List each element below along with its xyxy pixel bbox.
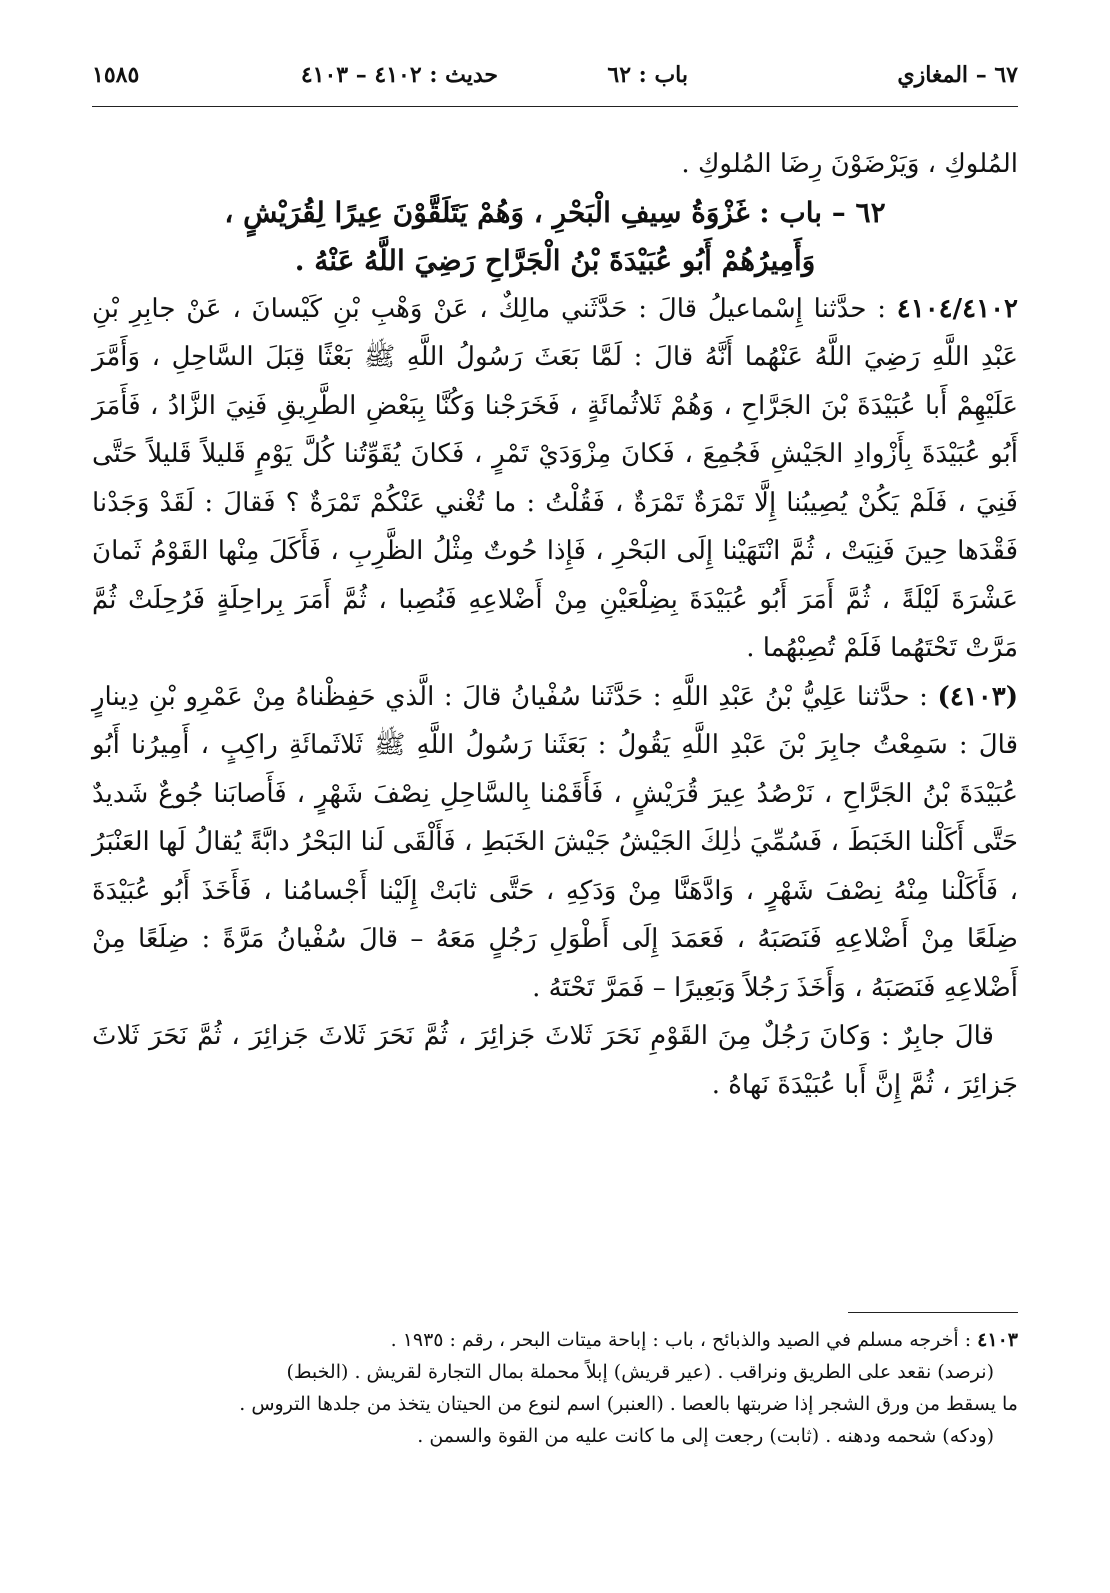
footnote-line-3: ما يسقط من ورق الشجر إذا ضربتها بالعصا . (العنبر) اسم لنوع من الحيتان يتخذ من جلدها التروس .: [239, 1393, 1018, 1415]
footnote-number: ٤١٠٣: [977, 1329, 1018, 1351]
footnote-line-2: (نرصد) نقعد على الطريق ونراقب . (عير قريش) إبلاً محملة بمال التجارة لقريش . (الخبط): [286, 1361, 994, 1383]
footnote-divider: [848, 1312, 1018, 1313]
header-hadith-range: حديث : ٤١٠٢ – ٤١٠٣: [300, 62, 498, 88]
footnote-line-4: (ودكه) شحمه ودهنه . (ثابت) رجعت إلى ما كانت عليه من القوة والسمن .: [417, 1425, 994, 1447]
page-number: ١٥٨٥: [92, 62, 140, 88]
header-section-title: ٦٧ – المغازي: [897, 62, 1018, 88]
hadith-paragraph-4102: [92, 285, 1018, 673]
footnotes: [92, 1324, 1018, 1452]
hadith-paragraph-4103: [92, 673, 1018, 1013]
hadith-number: (٤١٠٣): [937, 681, 1018, 712]
hadith-number: ٤١٠٤/٤١٠٢: [896, 293, 1018, 324]
main-text: [92, 140, 1018, 1109]
footnote-text: : أخرجه مسلم في الصيد والذبائح ، باب : إباحة ميتات البحر ، رقم : ١٩٣٥ .: [390, 1329, 978, 1351]
chapter-heading-line-1: ٦٢ – باب : غَزْوَةُ سِيفِ الْبَحْرِ ، وَهُمْ يَتَلَقَّوْنَ عِيرًا لِقُرَيْشٍ ،: [224, 195, 886, 229]
hadith-text: : حدَّثنا عَلِيُّ بْنُ عَبْدِ اللَّهِ : حَدَّثَنا سُفْيانُ قالَ : الَّذي حَفِظْناهُ مِنْ عَمْرِو بْنِ دِينارٍ قالَ : سَمِعْتُ جابِرَ بْنَ عَبْدِ اللَّهِ يَقُولُ : بَعَثَنا رَسُولُ اللَّهِ ﷺ ثَلاثَمائَةِ راكِبٍ ، أَمِيرُنا أَبُو عُبَيْدَةَ بْنُ الجَرَّاحِ ، نَرْصُدُ عِيرَ قُرَيْشٍ ، فَأَقَمْنا بِالسَّاحِلِ نِصْفَ شَهْرٍ ، فَأَصابَنا جُوعٌ شَديدٌ حَتَّى أَكَلْنا الخَبَطَ ، فَسُمِّيَ ذٰلِكَ الجَيْشُ جَيْشَ الخَبَطِ ، فَأَلْقَى لَنا البَحْرُ دابَّةً يُقالُ لَها العَنْبَرُ ، فَأَكَلْنا مِنْهُ نِصْفَ شَهْرٍ ، وَادَّهَنَّا مِنْ وَدَكِهِ ، حَتَّى ثابَتْ إِلَيْنا أَجْسامُنا ، فَأَخَذَ أَبُو عُبَيْدَةَ ضِلَعًا مِنْ أَضْلاعِهِ فَنَصَبَهُ ، فَعَمَدَ إِلَى أَطْوَلِ رَجُلٍ مَعَهُ – قالَ سُفْيانُ مَرَّةً : ضِلَعًا مِنْ أَضْلاعِهِ فَنَصَبَهُ ، وَأَخَذَ رَجُلاً وَبَعِيرًا – فَمَرَّ تَحْتَهُ .: [92, 681, 1018, 1003]
footnote-line-1: [92, 1324, 1018, 1356]
running-header: [92, 56, 1018, 100]
header-chapter-number: باب : ٦٢: [607, 62, 688, 88]
jabir-paragraph: قالَ جابِرٌ : وَكانَ رَجُلٌ مِنَ القَوْمِ نَحَرَ ثَلاثَ جَزائِرَ ، ثُمَّ نَحَرَ ثَلاثَ جَزائِرَ ، ثُمَّ نَحَرَ ثَلاثَ جَزائِرَ ، ثُمَّ إِنَّ أَبا عُبَيْدَةَ نَهاهُ .: [92, 1021, 1018, 1100]
intro-line: المُلوكِ ، وَيَرْضَوْنَ رِضَا المُلوكِ .: [681, 149, 1018, 179]
chapter-heading-line-2: وَأَمِيرُهُمْ أَبُو عُبَيْدَةَ بْنُ الْجَرَّاحِ رَضِيَ اللَّهُ عَنْهُ .: [294, 243, 816, 277]
hadith-text: : حدَّثنا إِسْماعيلُ قالَ : حَدَّثَني مالِكٌ ، عَنْ وَهْبِ بْنِ كَيْسانَ ، عَنْ جابِرِ بْنِ عَبْدِ اللَّهِ رَضِيَ اللَّهُ عَنْهُما أَنَّهُ قالَ : لَمَّا بَعَثَ رَسُولُ اللَّهِ ﷺ بَعْثًا قِبَلَ السَّاحِلِ ، وَأَمَّرَ عَلَيْهِمْ أَبا عُبَيْدَةَ بْنَ الجَرَّاحِ ، وَهُمْ ثَلاثُمائَةٍ ، فَخَرَجْنا وَكُنَّا بِبَعْضِ الطَّرِيقِ فَنِيَ الزَّادُ ، فَأَمَرَ أَبُو عُبَيْدَةَ بِأَزْوادِ الجَيْشِ فَجُمِعَ ، فَكانَ مِزْوَدَيْ تَمْرٍ ، فَكانَ يُقَوِّتُنا كُلَّ يَوْمٍ قَليلاً قَليلاً حَتَّى فَنِيَ ، فَلَمْ يَكُنْ يُصِيبُنا إِلَّا تَمْرَةٌ تَمْرَةٌ ، فَقُلْتُ : ما تُغْني عَنْكُمْ تَمْرَةٌ ؟ فَقالَ : لَقَدْ وَجَدْنا فَقْدَها حِينَ فَنِيَتْ ، ثُمَّ انْتَهَيْنا إِلَى البَحْرِ ، فَإِذا حُوتٌ مِثْلُ الظَّرِبِ ، فَأَكَلَ مِنْها القَوْمُ ثَمانَ عَشْرَةَ لَيْلَةً ، ثُمَّ أَمَرَ أَبُو عُبَيْدَةَ بِضِلْعَيْنِ مِنْ أَضْلاعِهِ فَنُصِبا ، ثُمَّ أَمَرَ بِراحِلَةٍ فَرُحِلَتْ ثُمَّ مَرَّتْ تَحْتَهُما فَلَمْ تُصِبْهُما .: [92, 293, 1018, 663]
header-divider: [92, 106, 1018, 107]
